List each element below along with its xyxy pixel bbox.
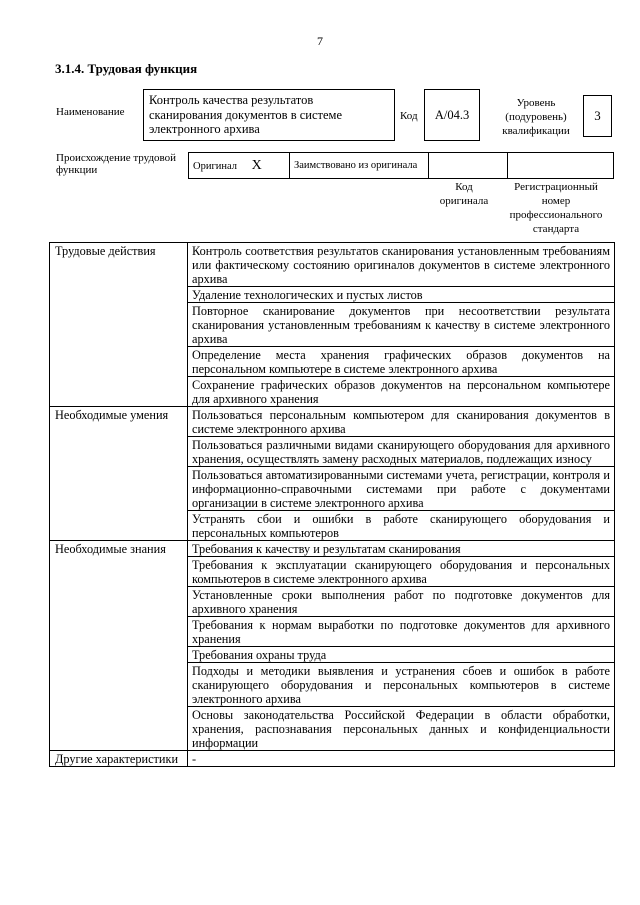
item-cell: Требования к эксплуатации сканирующего оборудования и персональных компьютеров в системе электронного архива — [188, 557, 615, 587]
borrowed-label: Заимствовано из оригинала — [290, 153, 429, 179]
category-cell: Трудовые действия — [50, 243, 188, 407]
function-name-box: Контроль качества результатов сканирования документов в системе электронного архива — [143, 89, 395, 141]
original-mark: X — [251, 157, 262, 173]
item-cell: Пользоваться автоматизированными системами учета, регистрации, контроля и информационно-справочными системами при работе с документами организации в системе электронного архива — [188, 467, 615, 511]
origin-original-cell — [189, 153, 290, 179]
registration-number-cell — [508, 153, 614, 179]
item-cell: Требования к качеству и результатам сканирования — [188, 541, 615, 557]
item-cell: Требования охраны труда — [188, 647, 615, 663]
code-label: Код — [400, 110, 418, 122]
original-label: Оригинал — [193, 160, 237, 172]
item-cell: Определение места хранения графических образов документов на персональном компьютере в системе электронного архива — [188, 347, 615, 377]
qualification-level-box: 3 — [583, 95, 612, 137]
item-cell: Сохранение графических образов документов на персональном компьютере для архивного хранения — [188, 377, 615, 407]
item-cell: Пользоваться персональным компьютером для сканирования документов в системе электронного архива — [188, 407, 615, 437]
category-cell: Необходимые знания — [50, 541, 188, 751]
item-cell: Основы законодательства Российской Федерации в области обработки, хранения, распознавания персональных данных и конфиденциальности информации — [188, 707, 615, 751]
original-code-caption: Код оригинала — [439, 181, 489, 207]
name-label: Наименование — [56, 106, 125, 118]
item-cell: Пользоваться различными видами сканирующего оборудования для архивного хранения, осуществлять замену расходных материалов, подлежащих износу — [188, 437, 615, 467]
registration-number-caption: Регистрационный номер профессионального стандарта — [509, 181, 603, 235]
item-cell: Требования к нормам выработки по подготовке документов для архивного хранения — [188, 617, 615, 647]
item-cell: Повторное сканирование документов при несоответствии результата сканирования установленным требованиям к качеству в системе электронного архива — [188, 303, 615, 347]
table-row — [50, 243, 615, 287]
item-cell: Подходы и методики выявления и устранения сбоев и ошибок в работе сканирующего оборудования и персональных компьютеров в системе электронного архива — [188, 663, 615, 707]
item-cell: Удаление технологических и пустых листов — [188, 287, 615, 303]
labor-function-table — [49, 242, 615, 767]
origin-table — [188, 152, 614, 179]
item-cell: Установленные сроки выполнения работ по подготовке документов для архивного хранения — [188, 587, 615, 617]
origin-code-cell — [429, 153, 508, 179]
item-cell: - — [188, 751, 615, 767]
table-row — [50, 751, 615, 767]
function-code-box: A/04.3 — [424, 89, 480, 141]
origin-label: Происхождение трудовой функции — [56, 152, 177, 176]
section-title: 3.1.4. Трудовая функция — [55, 61, 198, 76]
table-row — [50, 407, 615, 437]
qualification-level-label: Уровень (подуровень) квалификации — [502, 97, 570, 137]
table-row — [50, 541, 615, 557]
item-cell: Устранять сбои и ошибки в работе сканирующего оборудования и персональных компьютеров — [188, 511, 615, 541]
page-number: 7 — [317, 34, 323, 48]
category-cell: Необходимые умения — [50, 407, 188, 541]
item-cell: Контроль соответствия результатов сканирования установленным требованиям или фактическому состоянию оригиналов документов в системе электронного архива — [188, 243, 615, 287]
category-cell: Другие характеристики — [50, 751, 188, 767]
